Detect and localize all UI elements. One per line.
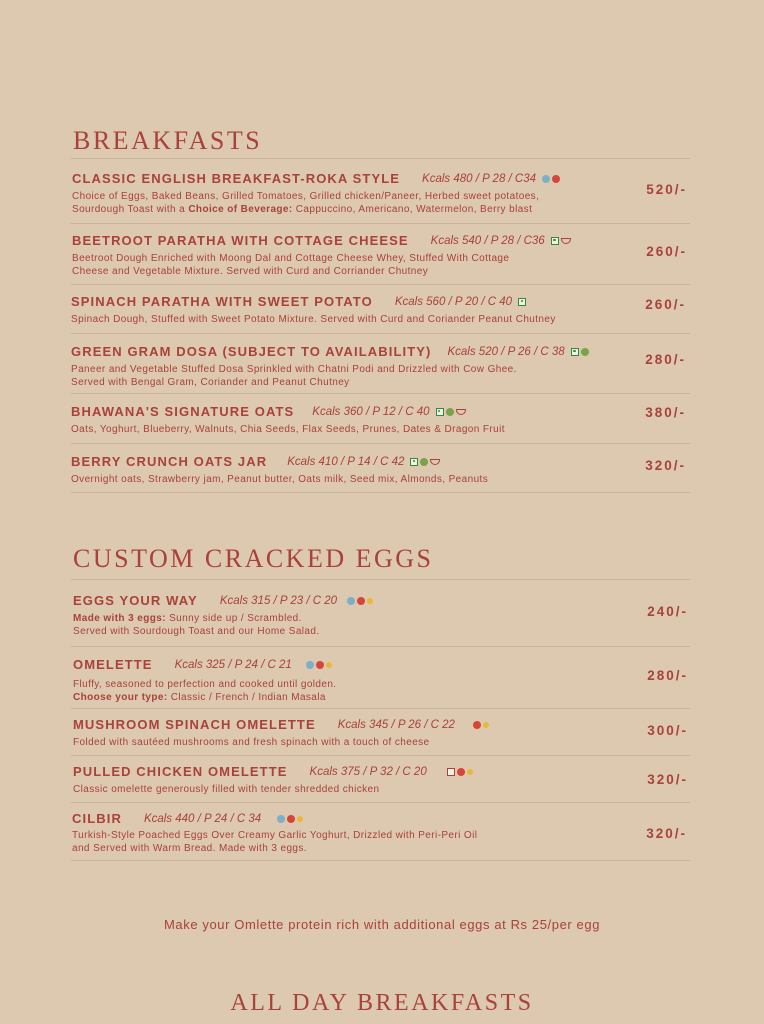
item-price: 320/- [646,826,687,841]
item-name: CLASSIC ENGLISH BREAKFAST-ROKA STYLE [72,171,401,186]
divider [71,860,690,861]
allergen-icon [552,175,560,183]
item-description: Turkish-Style Poached Eggs Over Creamy Garlic Yoghurt, Drizzled with Peri-Peri Oil and Served with Warm Bread. Made with 3 eggs. [72,830,478,854]
egg-icon [367,598,373,604]
bowl-icon [430,459,440,465]
divider [71,755,690,756]
divider [71,223,690,224]
menu-item-beetroot-paratha[interactable] [72,233,690,278]
divider [71,393,690,394]
allergen-icon [287,815,295,823]
item-name: BERRY CRUNCH OATS JAR [71,454,268,469]
item-name: PULLED CHICKEN OMELETTE [73,764,288,779]
egg-icon [467,769,473,775]
item-name: SPINACH PARATHA WITH SWEET POTATO [71,294,373,309]
menu-item-spinach-paratha[interactable] [71,294,689,326]
item-description: Beetroot Dough Enriched with Moong Dal and Cottage Cheese Whey, Stuffed With Cottage Cheese and Vegetable Mixture. Served with Curd and Corriander Chutney [72,253,510,277]
item-description: Paneer and Vegetable Stuffed Dosa Sprinkled with Chatni Podi and Drizzled with Cow Ghee. Served with Bengal Gram, Coriander and Peanut Chutney [71,364,517,388]
bowl-icon [456,409,466,415]
item-name: BHAWANA'S SIGNATURE OATS [71,404,295,419]
bowl-icon [561,238,571,244]
nonveg-icon [447,768,455,776]
egg-icon [326,662,332,668]
veg-icon [436,408,444,416]
divider [71,443,690,444]
gluten-icon [306,661,314,669]
divider [71,284,690,285]
item-nutrition: Kcals 520 / P 26 / C 38 [447,345,565,358]
item-name: GREEN GRAM DOSA (SUBJECT TO AVAILABILITY) [71,344,432,359]
divider [71,802,690,803]
item-price: 380/- [645,405,686,420]
item-name: BEETROOT PARATHA WITH COTTAGE CHEESE [72,233,409,248]
allergen-icon [473,721,481,729]
item-nutrition: Kcals 360 / P 12 / C 40 [312,405,430,418]
item-nutrition: Kcals 375 / P 32 / C 20 [309,765,427,778]
vegan-icon [420,458,428,466]
item-price: 240/- [647,604,688,619]
egg-icon [483,722,489,728]
item-description: Folded with sautéed mushrooms and fresh spinach with a touch of cheese [73,737,430,748]
divider [71,579,690,580]
veg-icon [571,348,579,356]
allergen-icon [316,661,324,669]
menu-item-omelette[interactable] [73,657,691,704]
item-nutrition: Kcals 480 / P 28 / C34 [422,172,537,185]
menu-item-cilbir[interactable] [72,811,690,855]
menu-item-classic-english-breakfast[interactable] [72,171,690,216]
item-name: CILBIR [72,811,122,826]
item-nutrition: Kcals 410 / P 14 / C 42 [287,455,405,468]
item-price: 300/- [647,723,688,738]
menu-item-green-gram-dosa[interactable] [71,344,689,389]
menu-item-signature-oats[interactable] [71,404,689,436]
item-nutrition: Kcals 325 / P 24 / C 21 [174,658,292,671]
item-description: Spinach Dough, Stuffed with Sweet Potato Mixture. Served with Curd and Coriander Peanut Chutney [71,314,556,325]
veg-icon [410,458,418,466]
vegan-icon [446,408,454,416]
gluten-icon [542,175,550,183]
item-name: OMELETTE [73,657,153,672]
item-price: 260/- [645,297,686,312]
item-description: Overnight oats, Strawberry jam, Peanut butter, Oats milk, Seed mix, Almonds, Peanuts [71,474,489,485]
item-price: 280/- [647,668,688,683]
divider [71,708,690,709]
item-description: Classic omelette generously filled with tender shredded chicken [73,784,380,795]
item-description: Fluffy, seasoned to perfection and cooked until golden. Choose your type: Classic / French / Indian Masala [73,679,337,703]
item-price: 320/- [645,458,686,473]
veg-icon [551,237,559,245]
item-description: Made with 3 eggs: Sunny side up / Scrambled. Served with Sourdough Toast and our Home Salad. [73,613,320,637]
item-price: 320/- [647,772,688,787]
item-name: MUSHROOM SPINACH OMELETTE [73,717,316,732]
section-title-all-day-breakfasts: ALL DAY BREAKFASTS [230,990,534,1016]
item-nutrition: Kcals 315 / P 23 / C 20 [219,594,338,607]
item-price: 520/- [646,182,687,197]
divider [71,333,690,334]
item-nutrition: Kcals 540 / P 28 / C36 [430,234,545,247]
item-price: 280/- [645,352,686,367]
gluten-icon [277,815,285,823]
allergen-icon [457,768,465,776]
item-nutrition: Kcals 440 / P 24 / C 34 [143,812,262,825]
divider [71,646,690,647]
section-title-breakfasts: BREAKFASTS [73,126,263,155]
allergen-icon [357,597,365,605]
divider [71,158,690,159]
egg-icon [297,816,303,822]
vegan-icon [581,348,589,356]
gluten-icon [347,597,355,605]
add-egg-note: Make your Omlette protein rich with additional eggs at Rs 25/per egg [163,917,601,932]
item-price: 260/- [646,244,687,259]
item-description: Oats, Yoghurt, Blueberry, Walnuts, Chia Seeds, Flax Seeds, Prunes, Dates & Dragon Fruit [71,424,505,435]
veg-icon [518,298,526,306]
item-nutrition: Kcals 345 / P 26 / C 22 [337,718,455,731]
item-name: EGGS YOUR WAY [73,593,198,608]
item-description: Choice of Eggs, Baked Beans, Grilled Tomatoes, Grilled chicken/Paneer, Herbed sweet potatoes, Sourdough Toast with a Choice of Beverage: Cappuccino, Americano, Watermelon, Berry blast [72,191,540,215]
menu-item-pulled-chicken-omelette[interactable] [73,764,691,796]
menu-item-berry-crunch-oats[interactable] [71,454,689,486]
item-nutrition: Kcals 560 / P 20 / C 40 [394,295,513,308]
section-title-eggs: CUSTOM CRACKED EGGS [73,544,434,573]
menu-item-mushroom-spinach-omelette[interactable] [73,717,691,749]
menu-item-eggs-your-way[interactable] [73,593,691,638]
divider [71,492,690,493]
